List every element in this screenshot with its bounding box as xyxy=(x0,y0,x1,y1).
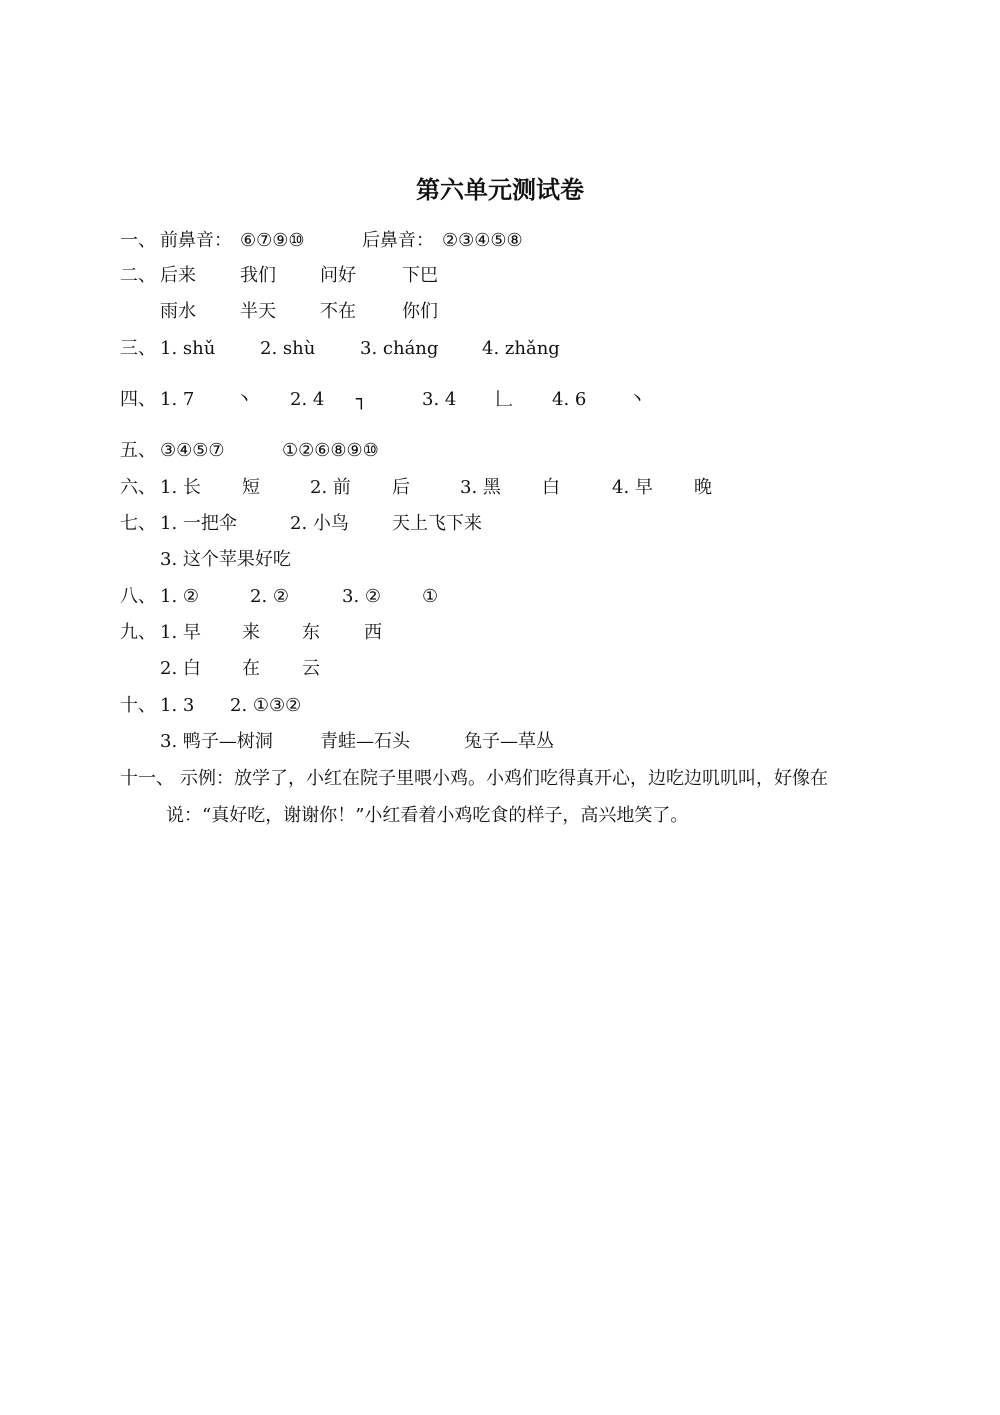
choice: 1. ② xyxy=(160,586,200,607)
choice: ① xyxy=(422,586,439,607)
question-number: 六、 xyxy=(120,477,156,498)
answer-group-b: ①②⑥⑧⑨⑩ xyxy=(282,440,379,461)
word: 半天 xyxy=(240,301,276,322)
question-number: 九、 xyxy=(120,622,156,643)
phrase: 2. 小鸟 xyxy=(290,513,349,534)
antonym: 4. 早 xyxy=(612,477,653,498)
page-title: 第六单元测试卷 xyxy=(416,176,584,204)
word: 问好 xyxy=(320,265,356,286)
antonym: 2. 前 xyxy=(310,477,351,498)
character: 1. 早 xyxy=(160,622,201,643)
matching-pair: 兔子—草丛 xyxy=(464,731,554,752)
word: 不在 xyxy=(320,301,356,322)
stroke-count: 4. 6 xyxy=(552,389,587,410)
answer: 2. ①③② xyxy=(230,695,302,716)
stroke-count: 3. 4 xyxy=(422,389,457,410)
antonym: 后 xyxy=(392,477,410,498)
answer-group-a: ③④⑤⑦ xyxy=(160,440,225,461)
example-text-line1: 示例：放学了，小红在院子里喂小鸡。小鸡们吃得真开心，边吃边叽叽叫，好像在 xyxy=(180,768,828,789)
question-number: 七、 xyxy=(120,513,156,534)
front-nasal-label: 前鼻音： xyxy=(160,230,232,251)
pinyin-answer: 3. cháng xyxy=(360,338,439,359)
answer: 1. 3 xyxy=(160,695,195,716)
question-number: 三、 xyxy=(120,338,156,359)
back-nasal-answers: ②③④⑤⑧ xyxy=(442,230,523,251)
stroke-glyph: 丶 xyxy=(628,389,646,410)
antonym: 白 xyxy=(542,477,560,498)
question-number: 五、 xyxy=(120,440,156,461)
question-number: 二、 xyxy=(120,265,156,286)
stroke-glyph: 丶 xyxy=(235,389,253,410)
stroke-count: 1. 7 xyxy=(160,389,195,410)
character: 来 xyxy=(242,622,260,643)
matching-pair: 3. 鸭子—树洞 xyxy=(160,731,273,752)
example-text-line2: 说：“真好吃，谢谢你！”小红看着小鸡吃食的样子，高兴地笑了。 xyxy=(166,805,689,826)
pinyin-answer: 1. shǔ xyxy=(160,338,216,359)
character: 东 xyxy=(302,622,320,643)
antonym: 1. 长 xyxy=(160,477,201,498)
antonym: 晚 xyxy=(694,477,712,498)
phrase: 1. 一把伞 xyxy=(160,513,237,534)
character: 西 xyxy=(364,622,382,643)
phrase: 3. 这个苹果好吃 xyxy=(160,549,291,570)
matching-pair: 青蛙—石头 xyxy=(320,731,410,752)
question-number: 八、 xyxy=(120,586,156,607)
character: 在 xyxy=(242,658,260,679)
pinyin-answer: 2. shù xyxy=(260,338,316,359)
front-nasal-answers: ⑥⑦⑨⑩ xyxy=(240,230,305,251)
pinyin-answer: 4. zhǎng xyxy=(482,338,560,359)
question-number: 十一、 xyxy=(120,768,174,789)
word: 下巴 xyxy=(402,265,438,286)
word: 你们 xyxy=(402,301,438,322)
character: 2. 白 xyxy=(160,658,201,679)
question-number: 四、 xyxy=(120,389,156,410)
phrase: 天上飞下来 xyxy=(392,513,482,534)
question-number: 十、 xyxy=(120,695,156,716)
word: 雨水 xyxy=(160,301,196,322)
character: 云 xyxy=(302,658,320,679)
stroke-glyph: ┐ xyxy=(356,389,367,410)
antonym: 3. 黑 xyxy=(460,477,501,498)
word: 后来 xyxy=(160,265,196,286)
stroke-glyph: 𠃊 xyxy=(495,389,513,410)
stroke-count: 2. 4 xyxy=(290,389,325,410)
question-number: 一、 xyxy=(120,230,156,251)
antonym: 短 xyxy=(242,477,260,498)
back-nasal-label: 后鼻音： xyxy=(362,230,434,251)
word: 我们 xyxy=(240,265,276,286)
choice: 2. ② xyxy=(250,586,290,607)
choice: 3. ② xyxy=(342,586,382,607)
